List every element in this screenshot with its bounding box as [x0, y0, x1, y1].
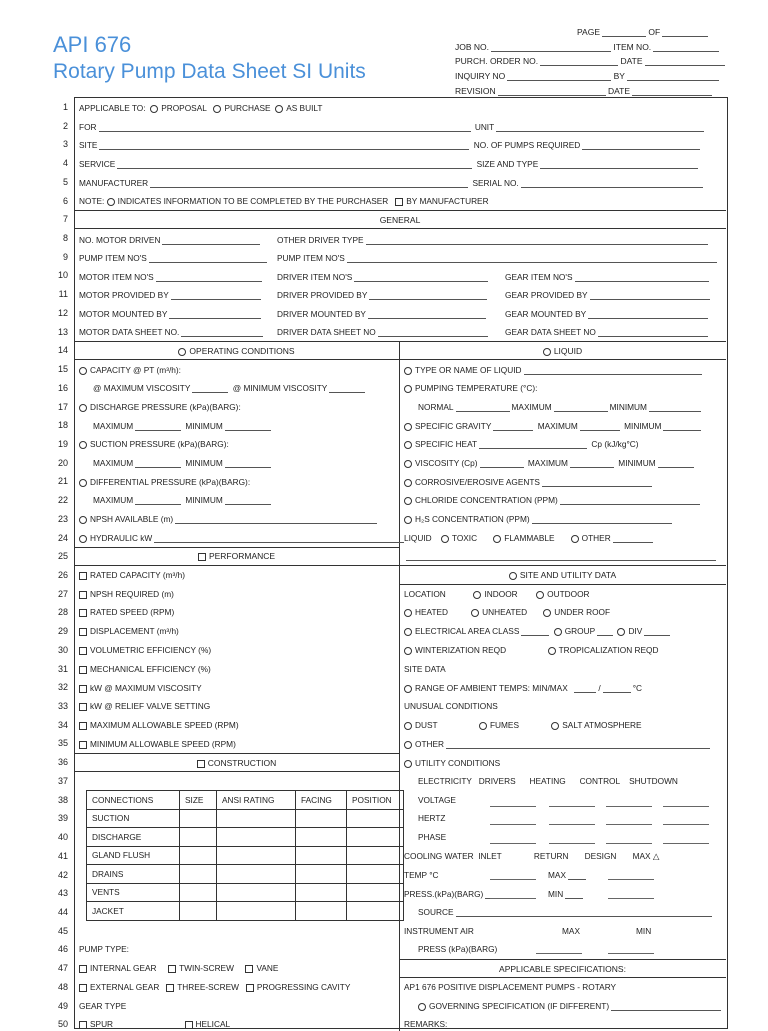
row-15b: TYPE OR NAME OF LIQUID: [404, 365, 704, 375]
conn-cell[interactable]: [347, 865, 404, 884]
service-field[interactable]: [117, 160, 472, 169]
row-number: 16: [57, 382, 68, 393]
row-43c: MIN: [548, 889, 585, 899]
site-field[interactable]: [99, 141, 469, 150]
row-29: DISPLACEMENT (m³/h): [79, 626, 179, 636]
header-po: PURCH. ORDER NO. DATE: [455, 56, 725, 66]
utility-blank[interactable]: [663, 806, 709, 807]
row-8b: OTHER DRIVER TYPE: [277, 235, 710, 245]
as-built-radio[interactable]: [275, 105, 283, 113]
row-number: 4: [62, 158, 68, 169]
conn-cell[interactable]: [296, 902, 347, 921]
row-15: CAPACITY @ PT (m³/h):: [79, 365, 181, 375]
conn-cell[interactable]: [347, 828, 404, 847]
conn-header: POSITION: [347, 791, 404, 810]
row-number: 12: [57, 307, 68, 318]
row-33: kW @ RELIEF VALVE SETTING: [79, 701, 210, 711]
form-code: API 676: [53, 32, 132, 57]
row-50: SPUR HELICAL: [79, 1019, 230, 1029]
internal-gear-checkbox[interactable]: [79, 965, 87, 973]
twin-screw-checkbox[interactable]: [168, 965, 176, 973]
row-number: 8: [62, 233, 68, 244]
header-page: PAGE OF: [577, 27, 708, 37]
row-22: MAXIMUM MINIMUM: [93, 495, 273, 505]
row-10: MOTOR ITEM NO'S: [79, 272, 264, 282]
section-liquid: LIQUID: [399, 346, 726, 356]
row-27: NPSH REQUIRED (m): [79, 589, 174, 599]
divider: [74, 359, 726, 360]
row-number: 10: [57, 270, 68, 281]
row-18b: SPECIFIC GRAVITY MAXIMUM MINIMUM: [404, 421, 703, 431]
serial-no-field[interactable]: [521, 179, 703, 188]
row-number: 17: [57, 401, 68, 412]
row-19b: SPECIFIC HEAT Cp (kJ/kg°C): [404, 439, 639, 449]
divider: [74, 753, 399, 754]
section-general: GENERAL: [379, 215, 421, 225]
row-20: MAXIMUM MINIMUM: [93, 458, 273, 468]
form-title: Rotary Pump Data Sheet SI Units: [53, 60, 366, 83]
row-28: RATED SPEED (RPM): [79, 607, 174, 617]
row-4: SERVICE SIZE AND TYPE: [79, 159, 700, 169]
conn-cell[interactable]: [180, 809, 217, 828]
divider: [74, 341, 726, 342]
row-30: VOLUMETRIC EFFICIENCY (%): [79, 645, 211, 655]
row-37b: ELECTRICITY DRIVERS HEATING CONTROL SHUTDOWN: [418, 776, 678, 786]
utility-blank[interactable]: [549, 806, 595, 807]
utility-blank[interactable]: [663, 843, 709, 844]
row-number: 34: [57, 719, 68, 730]
row-43b: PRESS.(kPa)(BARG): [404, 889, 519, 899]
row-50b: REMARKS:: [404, 1019, 448, 1029]
row-number: 9: [62, 251, 68, 262]
row-29b: ELECTRICAL AREA CLASS GROUP DIV: [404, 626, 672, 636]
row-number: 6: [62, 195, 68, 206]
utility-blank[interactable]: [536, 953, 582, 954]
row-42b: TEMP °C: [404, 870, 439, 880]
row-16: @ MAXIMUM VISCOSITY @ MINIMUM VISCOSITY: [93, 383, 367, 393]
conn-label: JACKET: [87, 902, 180, 921]
conn-label: DISCHARGE: [87, 828, 180, 847]
conn-header: FACING: [296, 791, 347, 810]
connections-table: [86, 790, 404, 921]
purchase-radio[interactable]: [213, 105, 221, 113]
row-number: 49: [57, 1000, 68, 1011]
conn-header: CONNECTIONS: [87, 791, 180, 810]
row-17b: NORMAL MAXIMUM MINIMUM: [418, 402, 703, 412]
no-of-pumps-field[interactable]: [582, 141, 700, 150]
manufacturer-field[interactable]: [150, 179, 468, 188]
conn-cell[interactable]: [217, 846, 296, 865]
row-32b: RANGE OF AMBIENT TEMPS: MIN/MAX / °C: [404, 683, 642, 693]
row-number: 43: [57, 888, 68, 899]
conn-cell[interactable]: [347, 846, 404, 865]
row-number: 30: [57, 644, 68, 655]
purchaser-radio-icon: [107, 198, 115, 206]
row-number: 32: [57, 682, 68, 693]
row-number: 44: [57, 906, 68, 917]
utility-blank[interactable]: [490, 898, 536, 899]
row-number: 38: [57, 794, 68, 805]
row-19: SUCTION PRESSURE (kPa)(BARG):: [79, 439, 229, 449]
header-revision: REVISION DATE: [455, 86, 712, 96]
row-number: 28: [57, 607, 68, 618]
row-number: 40: [57, 832, 68, 843]
unit-field[interactable]: [496, 123, 704, 132]
three-screw-checkbox[interactable]: [166, 984, 174, 992]
row-21b: CORROSIVE/EROSIVE AGENTS: [404, 477, 654, 487]
row-49: GEAR TYPE: [79, 1001, 127, 1011]
row-41b: COOLING WATER INLET RETURN DESIGN MAX △: [404, 851, 660, 861]
conn-cell[interactable]: [180, 846, 217, 865]
row-number: 21: [57, 476, 68, 487]
row-11c: GEAR PROVIDED BY: [505, 290, 712, 300]
row-number: 27: [57, 588, 68, 599]
row-25b: [404, 551, 718, 561]
row-33b: UNUSUAL CONDITIONS: [404, 701, 498, 711]
row-32: kW @ MAXIMUM VISCOSITY: [79, 683, 202, 693]
row-number: 15: [57, 364, 68, 375]
row-number: 31: [57, 663, 68, 674]
utility-blank[interactable]: [549, 843, 595, 844]
conn-cell[interactable]: [180, 828, 217, 847]
vane-checkbox[interactable]: [245, 965, 253, 973]
row-48: EXTERNAL GEAR THREE-SCREW PROGRESSING CAVITY: [79, 982, 350, 992]
row-number: 2: [62, 120, 68, 131]
utility-blank[interactable]: [608, 879, 654, 880]
row-number: 25: [57, 551, 68, 562]
external-gear-checkbox[interactable]: [79, 984, 87, 992]
row-number: 42: [57, 869, 68, 880]
row-8: NO. MOTOR DRIVEN: [79, 235, 262, 245]
header-inquiry: INQUIRY NO BY: [455, 71, 719, 81]
conn-cell[interactable]: [217, 883, 296, 902]
row-27b: LOCATION INDOOR OUTDOOR: [404, 589, 590, 599]
conn-cell[interactable]: [296, 883, 347, 902]
row-38b: VOLTAGE: [418, 795, 456, 805]
row-number: 24: [57, 532, 68, 543]
row-number: 1: [62, 102, 68, 112]
row-number: 50: [57, 1019, 68, 1030]
divider: [74, 547, 399, 548]
utility-blank[interactable]: [606, 806, 652, 807]
row-number: 41: [57, 850, 68, 861]
row-number: 39: [57, 813, 68, 824]
row-23: NPSH AVAILABLE (m): [79, 514, 379, 524]
manufacturer-box-icon: [395, 198, 403, 206]
utility-blank[interactable]: [549, 824, 595, 825]
utility-blank[interactable]: [490, 824, 536, 825]
section-site-utility: SITE AND UTILITY DATA: [399, 570, 726, 580]
divider: [399, 565, 726, 566]
row-16b: PUMPING TEMPERATURE (°C):: [404, 383, 537, 393]
row-number: 29: [57, 626, 68, 637]
row-11b: DRIVER PROVIDED BY: [277, 290, 489, 300]
row-number: 35: [57, 738, 68, 749]
row-5: MANUFACTURER SERIAL NO.: [79, 178, 705, 188]
conn-cell[interactable]: [296, 846, 347, 865]
divider: [399, 584, 726, 585]
row-45d: MIN: [636, 926, 652, 936]
row-number: 47: [57, 963, 68, 974]
row-46b: PRESS (kPa)(BARG): [418, 944, 498, 954]
utility-blank[interactable]: [608, 898, 654, 899]
row-number: 11: [58, 289, 68, 300]
row-3: SITE NO. OF PUMPS REQUIRED: [79, 140, 702, 150]
size-and-type-field[interactable]: [540, 160, 698, 169]
row-number: 45: [57, 925, 68, 936]
conn-cell[interactable]: [180, 902, 217, 921]
divider: [399, 977, 726, 978]
row-2: FOR UNIT: [79, 122, 706, 132]
divider: [399, 959, 726, 960]
row-26: RATED CAPACITY (m³/h): [79, 570, 185, 580]
row-42c: MAX: [548, 870, 588, 880]
row-number: 3: [62, 139, 68, 150]
row-number: 22: [57, 495, 68, 506]
conn-cell[interactable]: [217, 902, 296, 921]
utility-blank[interactable]: [490, 879, 536, 880]
row-23b: H₂S CONCENTRATION (PPM): [404, 514, 674, 524]
row-9b: PUMP ITEM NO'S: [277, 253, 719, 263]
row-number: 14: [57, 345, 68, 356]
conn-cell[interactable]: [180, 865, 217, 884]
row-13b: DRIVER DATA SHEET NO: [277, 327, 490, 337]
column-divider: [399, 341, 400, 1031]
row-35b: OTHER: [404, 739, 712, 749]
row-11: MOTOR PROVIDED BY: [79, 290, 263, 300]
row-35: MINIMUM ALLOWABLE SPEED (RPM): [79, 739, 236, 749]
conn-label: GLAND FLUSH: [87, 846, 180, 865]
row-number: 5: [62, 176, 68, 187]
row-20b: VISCOSITY (Cp) MAXIMUM MINIMUM: [404, 458, 696, 468]
row-36b: UTILITY CONDITIONS: [404, 758, 500, 768]
row-24: HYDRAULIC kW: [79, 533, 406, 543]
row-30b: WINTERIZATION REQD TROPICALIZATION REQD: [404, 645, 659, 655]
row-12b: DRIVER MOUNTED BY: [277, 309, 488, 319]
utility-blank[interactable]: [663, 824, 709, 825]
row-number: 7: [62, 214, 68, 225]
row-39b: HERTZ: [418, 813, 446, 823]
divider: [74, 771, 399, 772]
row-45b: INSTRUMENT AIR: [404, 926, 474, 936]
row-44b: SOURCE: [418, 907, 714, 917]
conn-header: SIZE: [180, 791, 217, 810]
conn-label: DRAINS: [87, 865, 180, 884]
row-12: MOTOR MOUNTED BY: [79, 309, 263, 319]
for-field[interactable]: [99, 123, 471, 132]
row-number: 20: [57, 457, 68, 468]
proposal-radio[interactable]: [150, 105, 158, 113]
section-operating-conditions: OPERATING CONDITIONS: [74, 346, 399, 356]
conn-cell[interactable]: [296, 865, 347, 884]
conn-cell[interactable]: [217, 865, 296, 884]
conn-cell[interactable]: [217, 809, 296, 828]
conn-cell[interactable]: [180, 883, 217, 902]
section-construction: CONSTRUCTION: [74, 758, 399, 768]
header-job: JOB NO. ITEM NO.: [455, 42, 719, 52]
row-number: 36: [57, 757, 68, 768]
row-12c: GEAR MOUNTED BY: [505, 309, 710, 319]
row-6: NOTE: INDICATES INFORMATION TO BE COMPLETED BY THE PURCHASER BY MANUFACTURER: [79, 196, 489, 206]
row-1: APPLICABLE TO: PROPOSAL PURCHASE AS BUILT: [79, 103, 323, 113]
conn-cell[interactable]: [217, 828, 296, 847]
row-46: PUMP TYPE:: [79, 944, 129, 954]
row-28b: HEATED UNHEATED UNDER ROOF: [404, 607, 610, 617]
row-17: DISCHARGE PRESSURE (kPa)(BARG):: [79, 402, 241, 412]
row-31b: SITE DATA: [404, 664, 446, 674]
row-number: 33: [57, 701, 68, 712]
conn-cell[interactable]: [347, 809, 404, 828]
row-13c: GEAR DATA SHEET NO: [505, 327, 710, 337]
row-49b: GOVERNING SPECIFICATION (IF DIFFERENT): [418, 1001, 723, 1011]
conn-label: SUCTION: [87, 809, 180, 828]
row-number: 26: [57, 570, 68, 580]
row-21: DIFFERENTIAL PRESSURE (kPa)(BARG):: [79, 477, 250, 487]
conn-label: VENTS: [87, 883, 180, 902]
row-number: 46: [57, 944, 68, 955]
conn-cell[interactable]: [296, 828, 347, 847]
conn-cell[interactable]: [347, 883, 404, 902]
utility-blank[interactable]: [606, 843, 652, 844]
row-47: INTERNAL GEAR TWIN-SCREW VANE: [79, 963, 278, 973]
row-22b: CHLORIDE CONCENTRATION (PPM): [404, 495, 702, 505]
row-13: MOTOR DATA SHEET NO.: [79, 327, 265, 337]
row-34: MAXIMUM ALLOWABLE SPEED (RPM): [79, 720, 239, 730]
row-24b: LIQUID TOXIC FLAMMABLE OTHER: [404, 533, 655, 543]
conn-cell[interactable]: [347, 902, 404, 921]
conn-header: ANSI RATING: [217, 791, 296, 810]
row-number: 37: [57, 775, 68, 786]
row-10c: GEAR ITEM NO'S: [505, 272, 711, 282]
row-40b: PHASE: [418, 832, 447, 842]
utility-blank[interactable]: [608, 953, 654, 954]
section-performance: PERFORMANCE: [74, 551, 399, 561]
divider: [74, 228, 726, 229]
row-number: 19: [57, 438, 68, 449]
divider: [74, 565, 399, 566]
row-18: MAXIMUM MINIMUM: [93, 421, 273, 431]
row-number: 48: [57, 981, 68, 992]
row-9: PUMP ITEM NO'S: [79, 253, 269, 263]
utility-blank[interactable]: [606, 824, 652, 825]
utility-blank[interactable]: [490, 806, 536, 807]
row-number: 13: [57, 326, 68, 337]
utility-blank[interactable]: [490, 843, 536, 844]
section-applicable-specs: APPLICABLE SPECIFICATIONS:: [499, 964, 626, 974]
row-number: 18: [57, 420, 68, 431]
divider: [74, 210, 726, 211]
row-31: MECHANICAL EFFICIENCY (%): [79, 664, 211, 674]
row-10b: DRIVER ITEM NO'S: [277, 272, 490, 282]
row-48b: AP1 676 POSITIVE DISPLACEMENT PUMPS - ROTARY: [404, 982, 617, 992]
row-34b: DUST FUMES SALT ATMOSPHERE: [404, 720, 642, 730]
row-45c: MAX: [562, 926, 580, 936]
row-number: 23: [57, 513, 68, 524]
conn-cell[interactable]: [296, 809, 347, 828]
progressing-cavity-checkbox[interactable]: [246, 984, 254, 992]
